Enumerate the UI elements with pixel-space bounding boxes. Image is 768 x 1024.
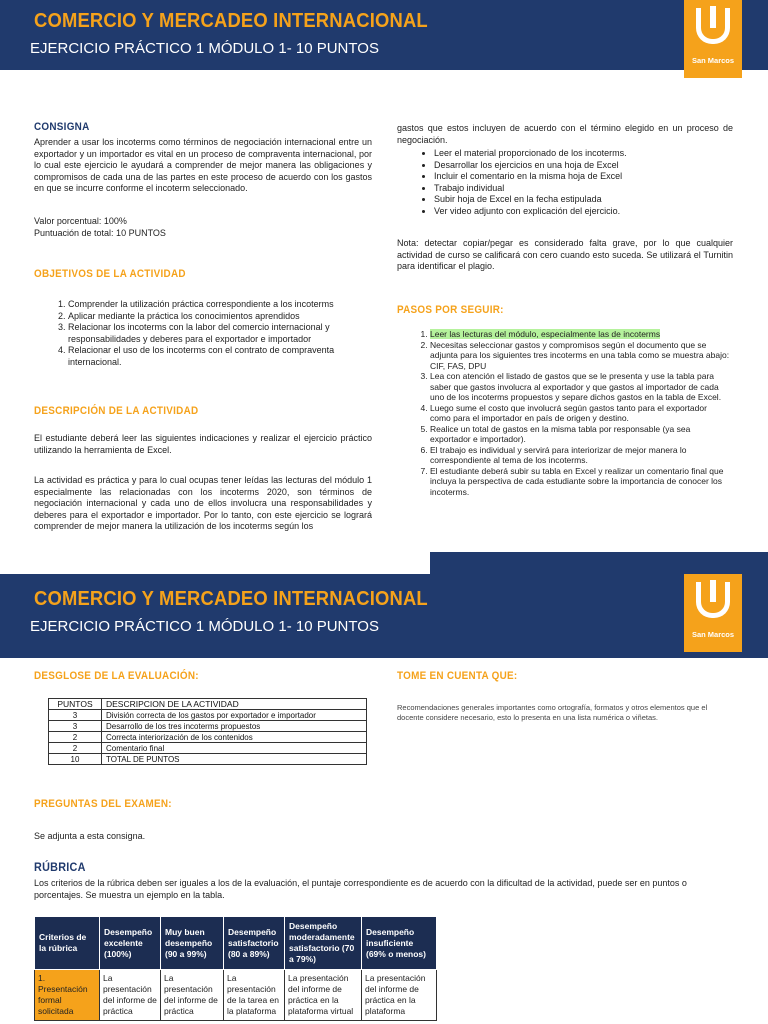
table-row [49, 732, 367, 743]
list-item: 2. Aplicar mediante la práctica los conocimientos aprendidos [68, 311, 370, 323]
table-header-row [49, 699, 367, 710]
table-cell: Correcta interiorización de los contenidos [102, 732, 367, 743]
instructions-list [416, 148, 726, 217]
table-cell: La presentación de la tarea en la plataforma [224, 970, 285, 1021]
gastos-continuation: gastos que estos incluyen de acuerdo con el término elegido en un proceso de negociación. [397, 123, 733, 145]
table-cell: 1. Presentación formal solicitada [35, 970, 100, 1021]
table-row [35, 970, 437, 1021]
tome-title: TOME EN CUENTA QUE: [397, 670, 518, 682]
list-item: 5. Realice un total de gastos en la misma tabla por responsable (ya sea exportador e importador). [430, 424, 730, 445]
logo-text: San Marcos [691, 630, 735, 639]
table-cell: Desarrollo de los tres incoterms propuestos [102, 721, 367, 732]
highlighted-step: Leer las lecturas del módulo, especialmente las de incoterms [430, 329, 661, 339]
preguntas-title: PREGUNTAS DEL EXAMEN: [34, 798, 172, 810]
list-item: • Ver video adjunto con explicación del ejercicio. [434, 206, 726, 218]
table-header: Desempeño excelente (100%) [100, 917, 161, 970]
list-item: 7. El estudiante deberá subir su tabla en Excel y realizar un comentario final que incluya la perspectiva de cada estudiante sobre la importancia de conocer los incoterms. [430, 466, 730, 498]
san-marcos-logo [684, 0, 742, 78]
tome-body: Recomendaciones generales importantes como ortografía, formatos y otros elementos que el docente considere necesario, esto lo presenta en una lista numérica o viñetas. [397, 703, 708, 722]
nota-plagio: Nota: detectar copiar/pegar es considerado falta grave, por lo que cualquier actividad de curso se calificará con cero cuando esto suceda. Se utilizará el Turnitin para identificar el plagio. [397, 238, 733, 271]
list-item: • Subir hoja de Excel en la fecha estipulada [434, 194, 726, 206]
table-cell: TOTAL DE PUNTOS [102, 754, 367, 765]
evaluation-table [48, 698, 367, 765]
table-cell: 2 [49, 743, 102, 754]
list-item: 3. Relacionar los incoterms con la labor del comercio internacional y responsabilidades y deberes para el exportador e importador [68, 322, 370, 345]
table-row [49, 721, 367, 732]
table-cell: 10 [49, 754, 102, 765]
document-subtitle: EJERCICIO PRÁCTICO 1 MÓDULO 1- 10 PUNTOS [30, 40, 379, 57]
preguntas-body: Se adjunta a esta consigna. [34, 831, 146, 841]
list-item: 4. Luego sume el costo que involucrá según gastos tanto para el exportador como para el importador en país de origen y destino. [430, 403, 730, 424]
document-title: COMERCIO Y MERCADEO INTERNACIONAL [34, 10, 428, 32]
rubrica-intro: Los criterios de la rúbrica deben ser iguales a los de la evaluación, el puntaje correspondiente es de acuerdo con la dificultad de la actividad, puede ser en puntos o porcentajes. Se muestra un ejemplo en la tabla. [34, 878, 687, 900]
table-cell: La presentación del informe de práctica [161, 970, 224, 1021]
table-row [49, 754, 367, 765]
rubric-table [34, 916, 437, 1021]
table-cell: La presentación del informe de práctica en la plataforma [362, 970, 437, 1021]
list-item: • Trabajo individual [434, 183, 726, 195]
document-title-2: COMERCIO Y MERCADEO INTERNACIONAL [34, 588, 428, 610]
table-header: Desempeño moderadamente satisfactorio (70 a 79%) [285, 917, 362, 970]
list-item: 2. Necesitas seleccionar gastos y compromisos según el documento que se adjunta para los siguientes tres incoterms en una tabla como se muestra abajo: CIF, FAS, DPU [430, 340, 730, 372]
table-cell: 3 [49, 721, 102, 732]
table-header: Desempeño insuficiente (69% o menos) [362, 917, 437, 970]
table-cell: La presentación del informe de práctica [100, 970, 161, 1021]
page-header-2 [0, 574, 768, 658]
table-header: Desempeño satisfactorio (80 a 89%) [224, 917, 285, 970]
pasos-title: PASOS POR SEGUIR: [397, 304, 504, 316]
list-item: • Incluir el comentario en la misma hoja de Excel [434, 171, 726, 183]
descripcion-title: DESCRIPCIÓN DE LA ACTIVIDAD [34, 405, 199, 417]
list-item: 1. Comprender la utilización práctica correspondiente a los incoterms [68, 299, 370, 311]
san-marcos-logo-2 [684, 574, 742, 652]
pasos-list [412, 329, 730, 497]
list-item: • Leer el material proporcionado de los incoterms. [434, 148, 726, 160]
puntuacion-total: Puntuación de total: 10 PUNTOS [34, 228, 166, 238]
document-subtitle-2: EJERCICIO PRÁCTICO 1 MÓDULO 1- 10 PUNTOS [30, 618, 379, 635]
table-cell: La presentación del informe de práctica en la plataforma virtual [285, 970, 362, 1021]
table-cell: 2 [49, 732, 102, 743]
page-header [0, 0, 768, 70]
consigna-body: Aprender a usar los incoterms como términos de negociación internacional entre un exportador y un importador es vital en un proceso de compraventa internacional, por lo cual este ejercicio le ayudará a comprender de mejor manera las obligaciones y compromisos de cada una de las partes en este proceso de acuerdo con los gastos en que se incurre conforme el incoterm seleccionado. [34, 137, 372, 193]
table-row [49, 710, 367, 721]
table-header: Muy buen desempeño (90 a 99%) [161, 917, 224, 970]
table-header: Criterios de la rúbrica [35, 917, 100, 970]
list-item [430, 329, 730, 340]
descripcion-p1: El estudiante deberá leer las siguientes indicaciones y realizar el ejercicio práctico utilizando la herramienta de Excel. [34, 433, 372, 455]
valor-porcentual: Valor porcentual: 100% [34, 216, 127, 226]
page-break-accent [430, 552, 768, 574]
table-cell: Comentario final [102, 743, 367, 754]
descripcion-p2: La actividad es práctica y para lo cual ocupas tener leídas las lecturas del módulo 1 especialmente las relacionadas con los incoterms 2020, son términos de negociación internacional y cada uno de ellos involucra una responsabilidades y deberes para el exportador e importador. Por lo tanto, con este ejercicio se logrará comprender de mejor manera la utilización de los incoterms según los [34, 475, 372, 531]
table-cell: 3 [49, 710, 102, 721]
list-item: 3. Lea con atención el listado de gastos que se le presenta y use la tabla para saber que gastos involucra al exportador y que gastos al importador de cada uno de los incoterms propuestos y separe dichos gastos en la tabla de Excel. [430, 371, 730, 403]
list-item: 6. El trabajo es individual y servirá para interiorizar de mejor manera lo correspondiente al tema de los incoterms. [430, 445, 730, 466]
table-header: DESCRIPCION DE LA ACTIVIDAD [102, 699, 367, 710]
logo-text: San Marcos [691, 56, 735, 65]
rubrica-title: RÚBRICA [34, 860, 86, 874]
table-header: PUNTOS [49, 699, 102, 710]
consigna-title: CONSIGNA [34, 121, 90, 133]
table-row [49, 743, 367, 754]
table-header-row [35, 917, 437, 970]
objetivos-list [50, 299, 370, 368]
table-cell: División correcta de los gastos por exportador e importador [102, 710, 367, 721]
objetivos-title: OBJETIVOS DE LA ACTIVIDAD [34, 268, 186, 280]
list-item: • Desarrollar los ejercicios en una hoja de Excel [434, 160, 726, 172]
list-item: 4. Relacionar el uso de los incoterms con el contrato de compraventa internacional. [68, 345, 370, 368]
desglose-title: DESGLOSE DE LA EVALUACIÓN: [34, 670, 199, 682]
